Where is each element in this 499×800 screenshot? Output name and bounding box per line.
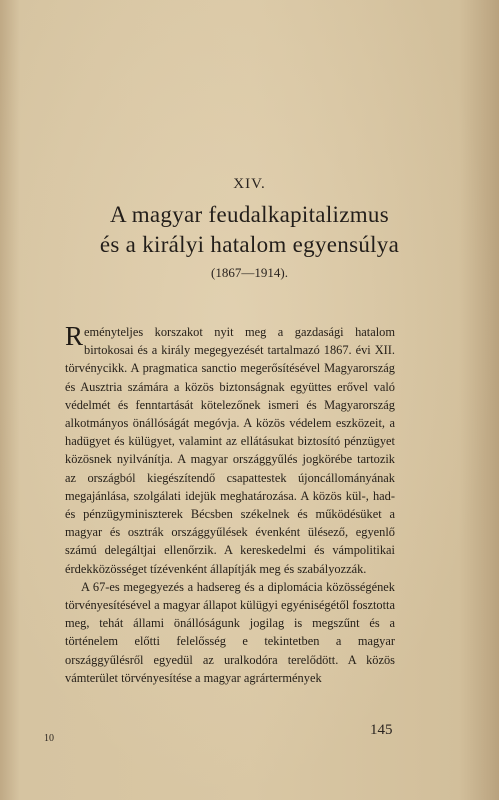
chapter-title-line-2: és a királyi hatalom egyensúlya [99,232,400,257]
chapter-title-line-1: A magyar feudalkapitalizmus [110,202,389,227]
page-number: 145 [370,722,393,738]
drop-cap: R [65,321,84,351]
chapter-dates: (1867—1914). [211,265,288,280]
paragraph-1 [65,323,395,578]
signature-mark: 10 [44,733,54,744]
chapter-title [0,200,499,260]
body-text [65,323,395,687]
paragraph-1-text: eményteljes korszakot nyit meg a gazdasági hatalom birtokosai és a király megegyezését tartalmazó 1867. évi XII. törvénycikk. A pragmatica sanctio megerősítésével Magyarország és Ausztria számára a közös biztonságnak együttes erővel való védelmét és fenntartását kötelezőnek ismeri és Magyarország alkotmányos önállóságát megóvja. A közös védelem eszközeit, a hadügyet és külügyet, valamint az ellátásukat biztosító pénzügyet közösnek nyilvánítja. A magyar országgyűlés jogkörébe tartozik az országból kiegészítendő csapattestek újoncállományának megajánlása, szolgálati idejük meghatározása. A közös kül-, had- és pénzügyminiszterek Bécsben székelnek és működésüket a magyar és osztrák országgyűlések évenként ülésező, egyenlő számú delegáltjai ellenőrzik. A kereskedelmi és vámpolitikai érdekközösséget tízévenként állapítják meg és szabályozzák. [65,325,395,576]
chapter-number: XIV. [233,176,266,192]
paragraph-2: A 67-es megegyezés a hadsereg és a diplomácia közösségének törvényesítésével a magyar állapot külügyi egyéniségétől fosztotta meg, tehát állami önállóságunk jogilag is megszűnt és a történelem előtti felelősség e tekintetben a magyar országgyűlésről egyedül az uralkodóra terelődött. A közös vámterület törvényesítése a magyar agrártermények [65,579,395,685]
